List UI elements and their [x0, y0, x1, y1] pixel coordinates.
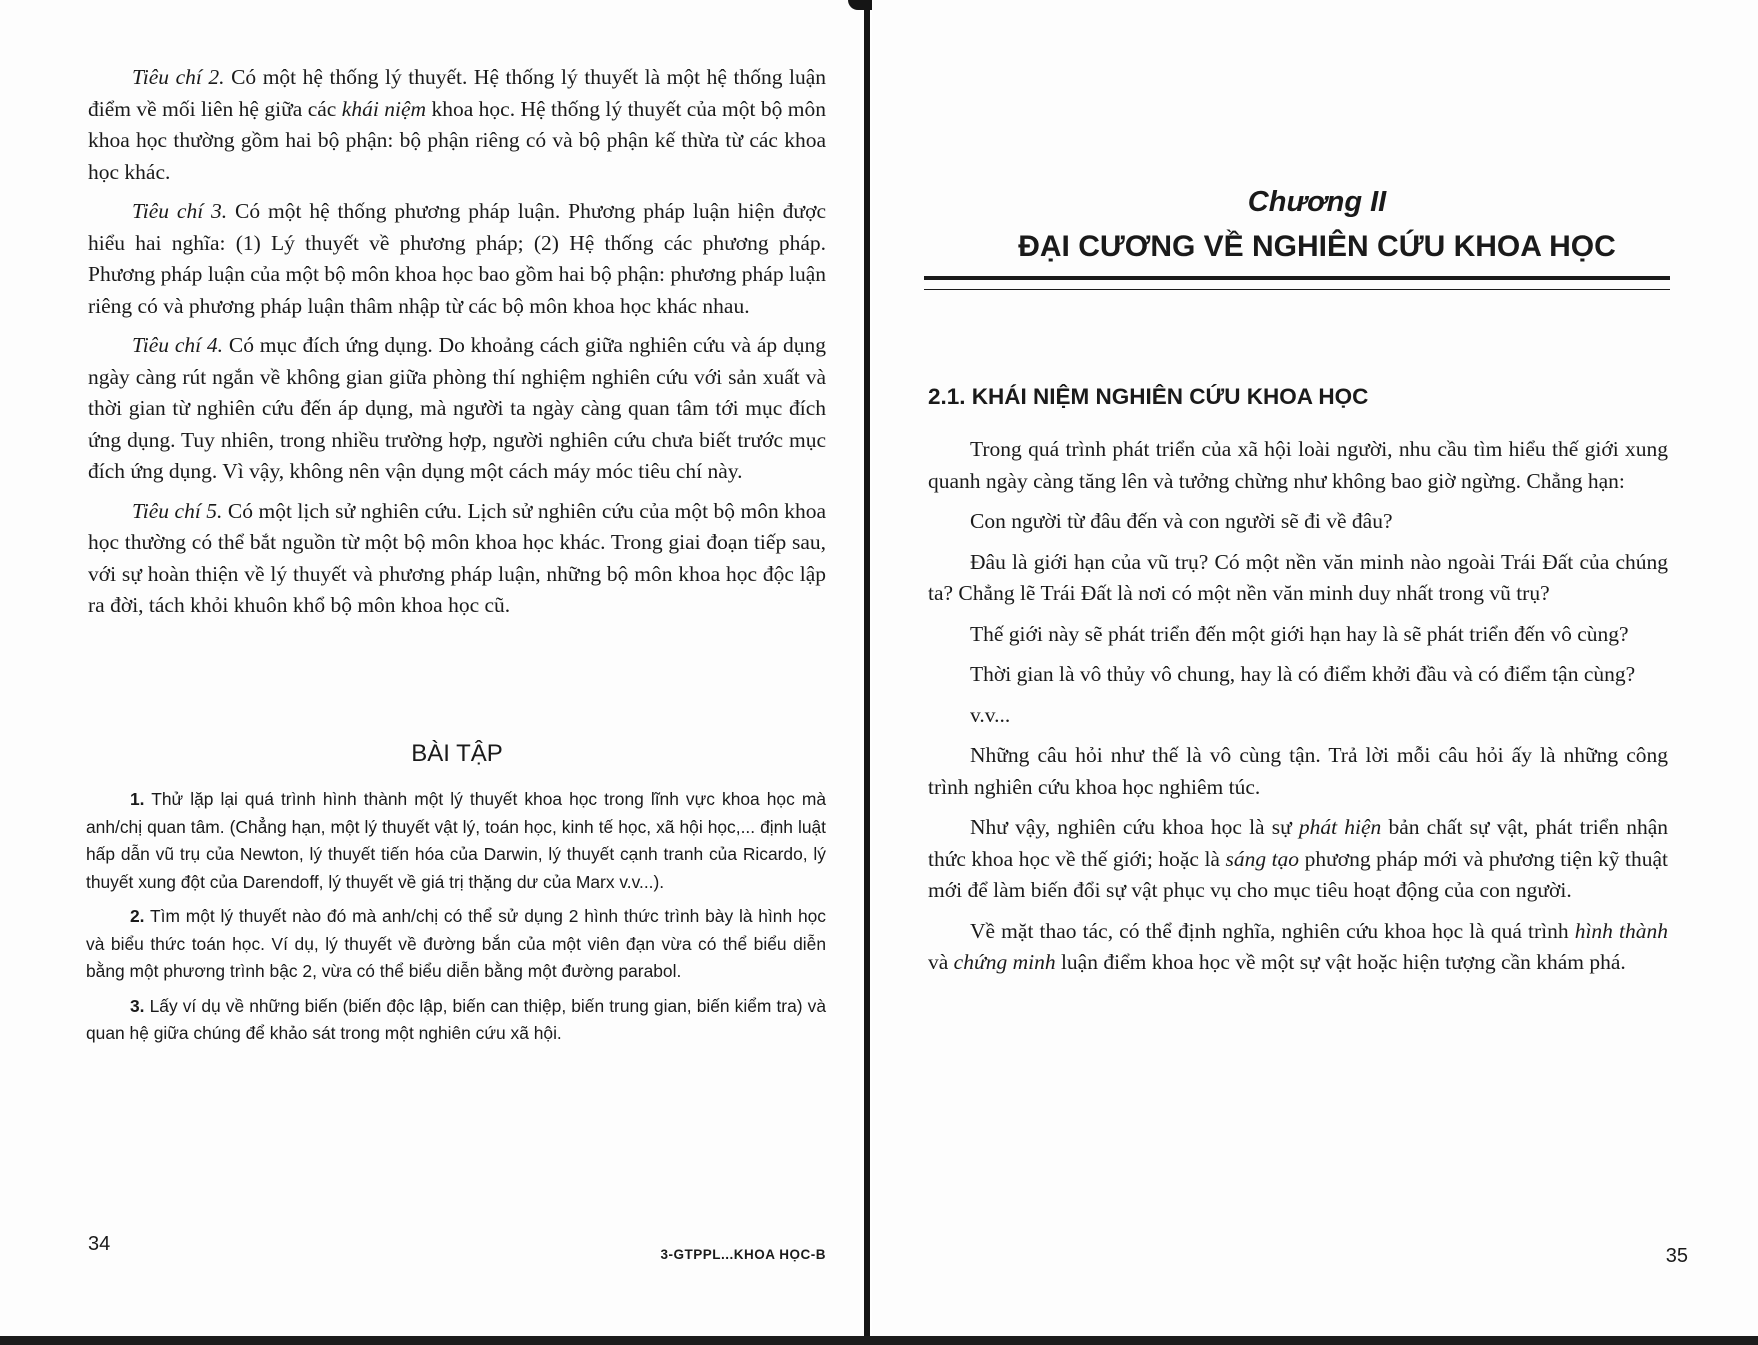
page-number-right: 35	[1665, 1245, 1688, 1267]
exercise-text: Tìm một lý thuyết nào đó mà anh/chị có thể sử dụng 2 hình thức trình bày là hình học và biểu thức toán học. Ví dụ, lý thuyết về đường bắn của một viên đạn vừa có thể biểu diễn bằng một phương trình bậc 2, vừa có thể biểu diễn bằng một đường parabol.	[86, 906, 826, 981]
exercises-list	[86, 786, 826, 1055]
paragraph-9-c: và	[928, 950, 949, 974]
criterion-3-paragraph	[88, 196, 826, 322]
chapter-label: Chương II	[1247, 186, 1387, 218]
criterion-5-lead: Tiêu chí 5.	[132, 498, 223, 523]
section-title: 2.1. KHÁI NIỆM NGHIÊN CỨU KHOA HỌC	[928, 384, 1369, 409]
right-page	[872, 0, 1758, 1345]
paragraph-8	[928, 812, 1668, 907]
paragraph-9-e: luận điểm khoa học về một sự vật hoặc hiện tượng cần khám phá.	[1060, 950, 1626, 974]
paragraph-6: v.v...	[970, 702, 1011, 727]
paragraph-1: Trong quá trình phát triển của xã hội loài người, nhu cầu tìm hiểu thế giới xung quanh ngày càng tăng lên và tưởng chừng như không bao giờ ngừng. Chẳng hạn:	[928, 437, 1668, 493]
criterion-3-lead: Tiêu chí 3.	[132, 199, 228, 223]
exercise-item	[86, 903, 826, 986]
criterion-2-paragraph	[88, 62, 826, 188]
criterion-5-paragraph	[88, 496, 826, 622]
paragraph-2: Con người từ đâu đến và con người sẽ đi về đâu?	[970, 509, 1393, 533]
paragraph-9-a: Về mặt thao tác, có thể định nghĩa, nghiên cứu khoa học là quá trình	[970, 918, 1569, 943]
section-body	[928, 434, 1668, 988]
book-spine	[864, 0, 870, 1345]
exercises-heading: BÀI TẬP	[411, 740, 503, 767]
footer-code: 3-GTPPL...KHOA HỌC-B	[660, 1247, 826, 1262]
exercise-text: Lấy ví dụ về những biến (biến độc lập, biến can thiệp, biến trung gian, biến kiểm tra) và quan hệ giữa chúng để khảo sát trong một nghiên cứu xã hội.	[86, 995, 826, 1043]
criterion-2-text-after: khoa học. Hệ thống lý thuyết của một bộ môn khoa học thường gồm hai bộ phận: bộ phận riêng có và bộ phận kế thừa từ các khoa học khác.	[88, 96, 827, 184]
exercise-text: Thử lặp lại quá trình hình thành một lý thuyết khoa học trong lĩnh vực khoa học mà anh/chị quan tâm. (Chẳng hạn, một lý thuyết vật lý, toán học, kinh tế học, xã hội học,... định luật hấp dẫn vũ trụ của Newton, lý thuyết tiến hóa của Darwin, lý thuyết cạnh tranh của Ricardo, lý thuyết xung đột của Darendoff, lý thuyết về giá trị thặng dư của Marx v.v...).	[86, 789, 826, 892]
paragraph-7: Những câu hỏi như thế là vô cùng tận. Trả lời mỗi câu hỏi ấy là những công trình nghiên cứu khoa học nghiêm túc.	[928, 743, 1668, 799]
scan-bottom-edge	[0, 1336, 1758, 1345]
left-page	[0, 0, 866, 1345]
exercise-number: 1.	[130, 789, 145, 809]
criterion-4-lead: Tiêu chí 4.	[132, 333, 224, 357]
paragraph-8-e: phương pháp mới và phương tiện kỹ thuật mới để làm biến đổi sự vật phục vụ cho mục tiêu hoạt động của con người.	[928, 846, 1668, 902]
criterion-3-text: Có một hệ thống phương pháp luận. Phương pháp luận hiện được hiểu hai nghĩa: (1) Lý thuyết về phương pháp; (2) Hệ thống các phương pháp. Phương pháp luận của một bộ môn khoa học bao gồm hai bộ phận: phương pháp luận riêng có và phương pháp luận thâm nhập từ các bộ môn khoa học khác nhau.	[88, 199, 826, 318]
paragraph-8-emphasis-1: phát hiện	[1298, 815, 1382, 839]
paragraph-8-emphasis-2: sáng tạo	[1225, 846, 1300, 871]
paragraph-8-c: bản chất sự vật, phát triển nhận thức khoa học về thế giới; hoặc là	[928, 815, 1668, 871]
paragraph-3: Đâu là giới hạn của vũ trụ? Có một nền văn minh nào ngoài Trái Đất của chúng ta? Chẳng lẽ Trái Đất là nơi có một nền văn minh duy nhất trong vũ trụ?	[928, 549, 1668, 605]
paragraph-9-emphasis-1: hình thành	[1574, 918, 1669, 943]
exercise-number: 3.	[130, 995, 145, 1016]
paragraph-4: Thế giới này sẽ phát triển đến một giới hạn hay là sẽ phát triển đến vô cùng?	[970, 621, 1629, 646]
paragraph-9-emphasis-2: chứng minh	[953, 950, 1056, 974]
paragraph-9	[928, 916, 1668, 979]
exercise-item	[86, 993, 826, 1048]
criterion-2-lead: Tiêu chí 2.	[132, 65, 225, 89]
paragraph-8-a: Như vậy, nghiên cứu khoa học là sự	[970, 815, 1292, 839]
chapter-title-rule	[924, 276, 1670, 290]
criteria-text	[88, 62, 826, 630]
criterion-2-emphasis: khái niệm	[341, 96, 427, 121]
criterion-4-text: Có mục đích ứng dụng. Do khoảng cách giữa nghiên cứu và áp dụng ngày càng rút ngắn về không gian giữa phòng thí nghiệm nghiên cứu với sản xuất và thời gian từ nghiên cứu đến áp dụng, mà người ta ngày càng quan tâm tới mục đích ứng dụng. Tuy nhiên, trong nhiều trường hợp, người nghiên cứu chưa biết trước mục đích ứng dụng. Vì vậy, không nên vận dụng một cách máy móc tiêu chí này.	[88, 333, 826, 483]
paragraph-5: Thời gian là vô thủy vô chung, hay là có điểm khởi đầu và có điểm tận cùng?	[970, 662, 1636, 686]
exercise-number: 2.	[130, 906, 145, 926]
criterion-4-paragraph	[88, 330, 826, 488]
criterion-2-text: Có một hệ thống lý thuyết. Hệ thống lý thuyết là một hệ thống luận điểm về mối liên hệ giữa các	[88, 65, 826, 121]
criterion-5-text: Có một lịch sử nghiên cứu. Lịch sử nghiên cứu của một bộ môn khoa học thường có thể bắt nguồn từ một bộ môn khoa học khác. Trong giai đoạn tiếp sau, với sự hoàn thiện về lý thuyết và phương pháp luận, những bộ môn khoa học độc lập ra đời, tách khỏi khuôn khổ bộ môn khoa học cũ.	[88, 498, 827, 617]
exercise-item	[86, 786, 826, 896]
chapter-title: ĐẠI CƯƠNG VỀ NGHIÊN CỨU KHOA HỌC	[1018, 230, 1616, 263]
page-number-left: 34	[88, 1233, 111, 1255]
